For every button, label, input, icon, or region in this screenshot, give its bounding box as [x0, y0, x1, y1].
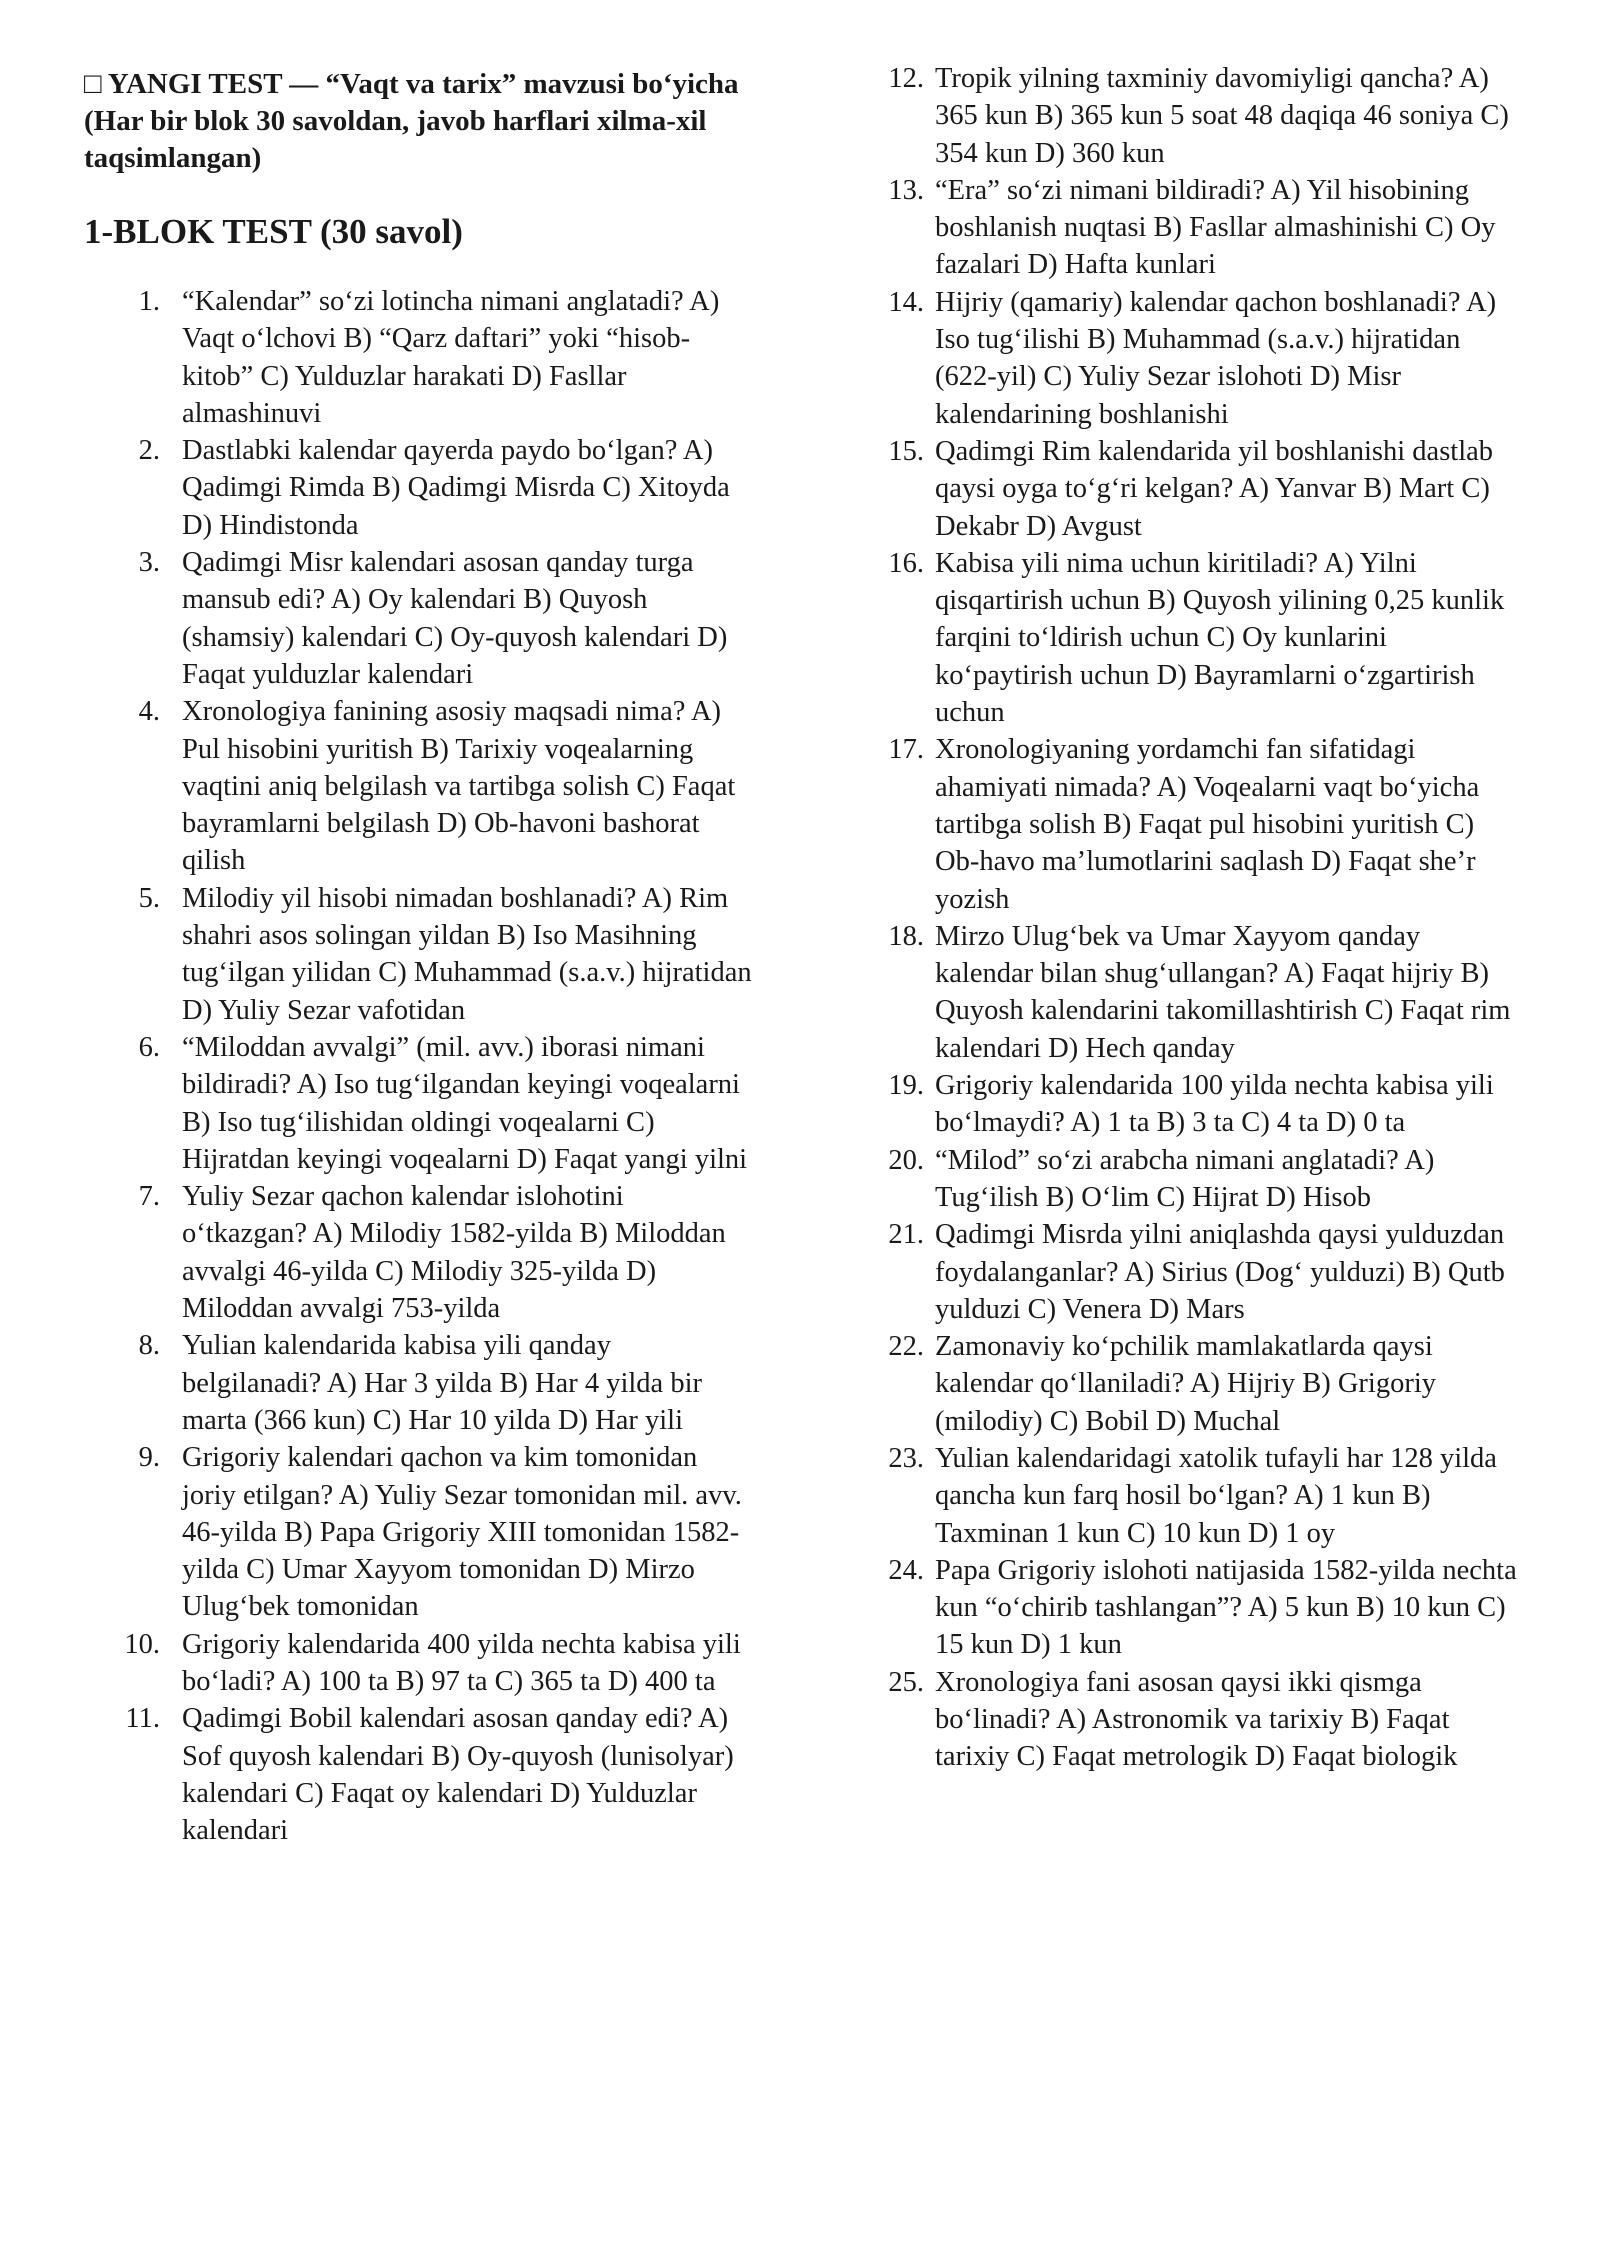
question-text: Milodiy yil hisobi nimadan boshlanadi? A) Rim shahri asos solingan yildan B) Iso Masihning tug‘ilgan yilidan C) Muhammad (s.a.v.) hijratidan D) Yuliy Sezar vafotidan [182, 882, 752, 1026]
question-number: 20. [888, 1144, 924, 1176]
question-text: Qadimgi Rim kalendarida yil boshlanishi dastlab qaysi oyga to‘g‘ri kelgan? A) Yanvar B) Mart C) Dekabr D) Avgust [935, 435, 1494, 542]
question-text: “Milod” so‘zi arabcha nimani anglatadi? A) Tug‘ilish B) O‘lim C) Hijrat D) Hisob [935, 1144, 1435, 1213]
question-text: Yulian kalendarida kabisa yili qanday belgilanadi? A) Har 3 yilda B) Har 4 yilda bir marta (366 kun) C) Har 10 yilda D) Har yili [182, 1330, 702, 1436]
question-item [880, 433, 1520, 545]
question-item [880, 731, 1520, 917]
question-text: Yulian kalendaridagi xatolik tufayli har 128 yilda qancha kun farq hosil bo‘lgan? A) 1 kun B) Taxminan 1 kun C) 10 kun D) 1 oy [935, 1442, 1497, 1549]
question-number: 14. [888, 286, 924, 318]
question-item [880, 1067, 1520, 1142]
question-text: Yuliy Sezar qachon kalendar islohotini o‘tkazgan? A) Milodiy 1582-yilda B) Miloddan avvalgi 46-yilda C) Milodiy 325-yilda D) Miloddan avvalgi 753-yilda [182, 1181, 726, 1325]
question-number: 25. [888, 1666, 924, 1698]
question-item [84, 1327, 754, 1439]
question-item [84, 880, 754, 1029]
question-text: Xronologiya fani asosan qaysi ikki qismga bo‘linadi? A) Astronomik va tarixiy B) Faqat tarixiy C) Faqat metrologik D) Faqat biologik [935, 1666, 1458, 1773]
question-text: Xronologiya fanining asosiy maqsadi nima? A) Pul hisobini yuritish B) Tarixiy voqealarning vaqtini aniq belgilash va tartibga solish C) Faqat bayramlarni belgilash D) Ob-havoni bashorat qilish [182, 696, 736, 877]
question-item [84, 1700, 754, 1849]
question-item [84, 1626, 754, 1701]
block-heading: 1-BLOK TEST (30 savol) [84, 212, 463, 251]
question-number: 3. [138, 547, 160, 579]
question-number: 8. [138, 1330, 160, 1362]
question-text: Papa Grigoriy islohoti natijasida 1582-yilda nechta kun “o‘chirib tashlangan”? A) 5 kun B) 10 kun C) 15 kun D) 1 kun [935, 1554, 1517, 1661]
document-title: □ YANGI TEST — “Vaqt va tarix” mavzusi bo‘yicha (Har bir blok 30 savoldan, javob harflari xilma-xil taqsimlangan) [84, 68, 739, 174]
question-number: 16. [888, 547, 924, 579]
question-item [880, 60, 1520, 172]
question-item [880, 1552, 1520, 1664]
question-text: Qadimgi Misrda yilni aniqlashda qaysi yulduzdan foydalanganlar? A) Sirius (Dog‘ yulduzi) B) Qutb yulduzi C) Venera D) Mars [935, 1219, 1505, 1325]
question-item [84, 283, 754, 432]
question-number: 18. [888, 920, 924, 952]
question-number: 1. [138, 286, 160, 317]
question-number: 2. [138, 435, 160, 467]
question-number: 23. [888, 1442, 924, 1474]
question-item [880, 284, 1520, 433]
question-number: 22. [888, 1331, 924, 1363]
question-list-left [84, 283, 754, 1849]
question-text: Mirzo Ulug‘bek va Umar Xayyom qanday kalendar bilan shug‘ullangan? A) Faqat hijriy B) Quyosh kalendarini takomillashtirish C) Faqat rim kalendari D) Hech qanday [935, 920, 1511, 1064]
left-column [84, 0, 754, 1849]
question-list-right [880, 60, 1520, 1776]
question-text: Tropik yilning taxminiy davomiyligi qancha? A) 365 kun B) 365 kun 5 soat 48 daqiqa 46 soniya C) 354 kun D) 360 kun [935, 63, 1509, 169]
question-number: 24. [888, 1554, 924, 1586]
question-text: Qadimgi Misr kalendari asosan qanday turga mansub edi? A) Oy kalendari B) Quyosh (shamsiy) kalendari C) Oy-quyosh kalendari D) Faqat yulduzlar kalendari [182, 547, 728, 690]
question-item [84, 693, 754, 879]
question-text: Hijriy (qamariy) kalendar qachon boshlanadi? A) Iso tug‘ilishi B) Muhammad (s.a.v.) hijratidan (622-yil) C) Yuliy Sezar islohoti D) Misr kalendarining boshlanishi [935, 286, 1497, 430]
question-number: 17. [888, 734, 924, 766]
question-item [880, 1664, 1520, 1776]
right-column [880, 0, 1520, 1776]
question-number: 12. [888, 63, 924, 94]
question-text: Grigoriy kalendari qachon va kim tomonidan joriy etilgan? A) Yuliy Sezar tomonidan mil. avv. 46-yilda B) Papa Grigoriy XIII tomonidan 1582-yilda C) Umar Xayyom tomonidan D) Mirzo Ulug‘bek tomonidan [182, 1442, 742, 1623]
question-item [880, 918, 1520, 1067]
question-number: 5. [138, 882, 160, 914]
question-number: 10. [124, 1628, 160, 1660]
question-item [880, 1440, 1520, 1552]
question-item [880, 1328, 1520, 1440]
question-number: 19. [888, 1070, 924, 1102]
question-number: 15. [888, 435, 924, 467]
question-item [84, 1178, 754, 1327]
question-item [84, 432, 754, 544]
question-number: 7. [138, 1181, 160, 1213]
question-text: “Miloddan avvalgi” (mil. avv.) iborasi nimani bildiradi? A) Iso tug‘ilgandan keyingi voqealarni B) Iso tug‘ilishidan oldingi voqealarni C) Hijratdan keyingi voqealarni D) Faqat yangi yilni [182, 1031, 748, 1175]
question-text: Qadimgi Bobil kalendari asosan qanday edi? A) Sof quyosh kalendari B) Oy-quyosh (lunisolyar) kalendari C) Faqat oy kalendari D) Yulduzlar kalendari [182, 1703, 734, 1847]
question-item [84, 544, 754, 693]
question-item [84, 1029, 754, 1178]
question-number: 11. [125, 1703, 160, 1735]
question-item [880, 545, 1520, 731]
question-text: “Era” so‘zi nimani bildiradi? A) Yil hisobining boshlanish nuqtasi B) Fasllar almashinishi C) Oy fazalari D) Hafta kunlari [935, 174, 1496, 281]
question-number: 6. [138, 1031, 160, 1063]
question-item [880, 172, 1520, 284]
question-number: 21. [888, 1219, 924, 1251]
question-text: Dastlabki kalendar qayerda paydo bo‘lgan? A) Qadimgi Rimda B) Qadimgi Misrda C) Xitoyda D) Hindistonda [182, 435, 730, 541]
question-text: Kabisa yili nima uchun kiritiladi? A) Yilni qisqartirish uchun B) Quyosh yilining 0,25 kunlik farqini to‘ldirish uchun C) Oy kunlarini ko‘paytirish uchun D) Bayramlarni o‘zgartirish uchun [935, 547, 1505, 729]
question-text: Zamonaviy ko‘pchilik mamlakatlarda qaysi kalendar qo‘llaniladi? A) Hijriy B) Grigoriy (milodiy) C) Bobil D) Muchal [935, 1331, 1436, 1437]
question-number: 13. [888, 174, 924, 206]
question-text: Xronologiyaning yordamchi fan sifatidagi ahamiyati nimada? A) Voqealarni vaqt bo‘yicha tartibga solish B) Faqat pul hisobini yuritish C) Ob-havo ma’lumotlarini saqlash D) Faqat she’r yozish [935, 734, 1480, 915]
question-item [880, 1216, 1520, 1328]
question-number: 9. [138, 1442, 160, 1474]
question-text: Grigoriy kalendarida 400 yilda nechta kabisa yili bo‘ladi? A) 100 ta B) 97 ta C) 365 ta D) 400 ta [182, 1628, 741, 1697]
question-item [84, 1439, 754, 1625]
question-text: “Kalendar” so‘zi lotincha nimani anglatadi? A) Vaqt o‘lchovi B) “Qarz daftari” yoki “hisob-kitob” C) Yulduzlar harakati D) Fasllar almashinuvi [182, 286, 720, 429]
question-item [880, 1142, 1520, 1217]
question-number: 4. [138, 696, 160, 728]
question-text: Grigoriy kalendarida 100 yilda nechta kabisa yili bo‘lmaydi? A) 1 ta B) 3 ta C) 4 ta D) 0 ta [935, 1070, 1494, 1139]
